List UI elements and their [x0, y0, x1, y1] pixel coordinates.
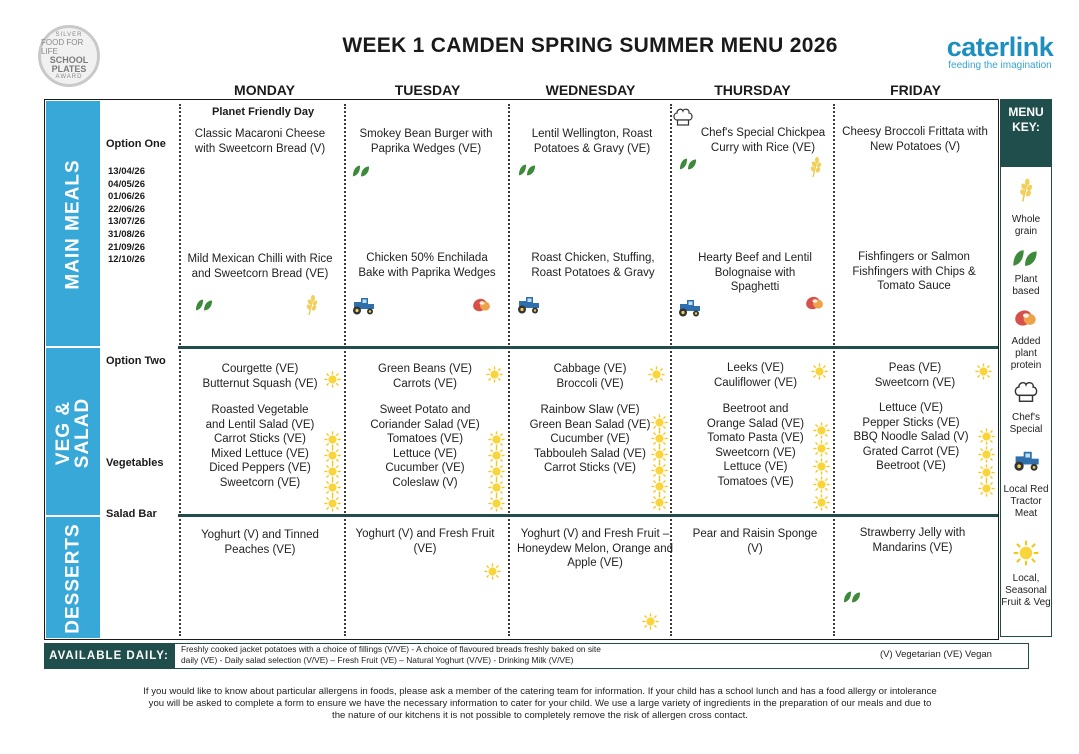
sun-icon: [651, 494, 668, 511]
vegetable-item: Cabbage (VE): [553, 363, 627, 375]
salad-item: Grated Carrot (VE): [862, 445, 960, 458]
week-date: 04/05/26: [108, 178, 145, 190]
menu-key-title: [1000, 99, 1052, 167]
bean-icon: [472, 296, 492, 314]
sun-icon: [813, 422, 830, 439]
row-label-option-two: Option Two: [106, 355, 166, 367]
day-header-monday: MONDAY: [234, 82, 295, 98]
badge-text: SCHOOL PLATES: [49, 55, 89, 74]
salad-bar-wednesday: [520, 403, 660, 476]
salad-item: Lettuce (VE): [879, 402, 943, 414]
vegetable-item: Broccoli (VE): [556, 377, 624, 390]
salad-item: Pepper Sticks (VE): [862, 416, 960, 429]
section-label: VEG & SALAD: [53, 397, 94, 469]
vegetable-item: Peas (VE): [888, 362, 942, 374]
sun-icon: [1013, 540, 1039, 566]
sun-icon: [324, 479, 341, 496]
option-two-monday: Mild Mexican Chilli with Rice and Sweetcorn Bread (VE): [187, 253, 333, 280]
badge-text: SILVER: [55, 32, 83, 38]
option-one-tuesday: Smokey Bean Burger with Paprika Wedges (VE): [359, 128, 493, 155]
vegetable-item: Carrots (VE): [393, 377, 457, 390]
leaf-icon: [843, 590, 861, 604]
day-header-wednesday: WEDNESDAY: [545, 82, 636, 98]
allergen-notice-line: the nature of our kitchens it is not possible to completely remove the risk of allergen cross contact.: [332, 710, 748, 721]
salad-bar-tuesday: [355, 403, 495, 490]
column-divider: [179, 104, 181, 636]
salad-item: Beetroot and: [722, 403, 789, 415]
sun-icon: [642, 613, 659, 630]
salad-item: Rainbow Slaw (VE): [540, 404, 640, 416]
day-header-friday: FRIDAY: [890, 82, 941, 98]
vegetable-item: Cauliflower (VE): [713, 376, 798, 389]
salad-item: Orange Salad (VE): [706, 417, 805, 430]
row-divider: [178, 346, 998, 349]
dessert-wednesday: Yoghurt (V) and Fresh Fruit – Honeydew Melon, Orange and Apple (VE): [517, 528, 673, 569]
salad-item: Mixed Lettuce (VE): [211, 447, 309, 460]
week-dates: [108, 166, 145, 267]
sun-icon: [324, 447, 341, 464]
option-one-friday: Cheesy Broccoli Frittata with New Potatoes (V): [842, 126, 988, 153]
week-date: 13/07/26: [108, 216, 145, 228]
sun-icon: [486, 366, 503, 383]
salad-item: Lettuce (VE): [723, 461, 788, 473]
sun-icon: [813, 494, 830, 511]
key-label-plant-based: Plant based: [1012, 274, 1040, 297]
caterlink-logo: [935, 34, 1065, 71]
vegetable-item: Sweetcorn (VE): [874, 376, 956, 389]
option-one-wednesday: Lentil Wellington, Roast Potatoes & Gravy (VE): [531, 128, 653, 155]
salad-item: Sweetcorn (VE): [219, 476, 301, 489]
leaf-icon: [518, 163, 536, 177]
key-label-plant-protein: Added plant protein: [1010, 336, 1042, 371]
leaf-icon: [1012, 248, 1038, 268]
badge-text: AWARD: [55, 74, 83, 80]
vegetables-friday: [845, 361, 985, 390]
vegetables-monday: [186, 362, 334, 391]
week-date: 12/10/26: [108, 254, 145, 266]
leaf-icon: [679, 157, 697, 171]
salad-item: Carrot Sticks (VE): [543, 462, 636, 474]
salad-item: Coriander Salad (VE): [370, 418, 480, 431]
key-label-seasonal: Local, Seasonal Fruit & Veg: [1001, 573, 1051, 608]
dessert-monday: Yoghurt (V) and Tinned Peaches (VE): [201, 529, 319, 556]
sun-icon: [324, 431, 341, 448]
sun-icon: [651, 462, 668, 479]
key-label-chefs-special: Chef's Special: [1009, 412, 1043, 435]
sun-icon: [813, 440, 830, 457]
row-divider: [178, 514, 998, 517]
salad-item: Sweet Potato and: [379, 404, 471, 416]
sun-icon: [811, 363, 828, 380]
sun-icon: [324, 495, 341, 512]
section-desserts: [46, 518, 100, 638]
chef-hat-icon: [1013, 381, 1039, 405]
diet-legend: (V) Vegetarian (VE) Vegan: [880, 649, 992, 660]
row-label-option-one: Option One: [106, 138, 166, 150]
sun-icon: [488, 463, 505, 480]
vegetables-wednesday: [520, 362, 660, 391]
brand-tagline: feeding the imagination: [948, 60, 1052, 71]
sun-icon: [813, 476, 830, 493]
sun-icon: [651, 414, 668, 431]
salad-item: Cucumber (VE): [385, 462, 465, 474]
salad-item: Diced Peppers (VE): [209, 462, 311, 474]
week-date: 21/09/26: [108, 241, 145, 253]
key-label-red-tractor: Local Red Tractor Meat: [1003, 484, 1049, 519]
sun-icon: [488, 447, 505, 464]
week-date: 01/06/26: [108, 191, 145, 203]
vegetables-tuesday: [355, 362, 495, 391]
allergen-notice-line: If you would like to know about particular allergens in foods, please ask a member of the catering team for information. If your child has a school lunch and has a food allergy or intolerance: [143, 686, 937, 697]
available-daily-text: [181, 644, 741, 666]
sun-icon: [488, 431, 505, 448]
menu-key-title-line: KEY:: [1012, 120, 1040, 134]
column-divider: [833, 104, 835, 636]
week-date: 22/06/26: [108, 203, 145, 215]
column-divider: [344, 104, 346, 636]
tractor-icon: [350, 297, 376, 315]
tractor-icon: [1011, 450, 1041, 472]
day-header-tuesday: TUESDAY: [394, 82, 461, 98]
salad-item: Lettuce (VE): [393, 447, 457, 460]
vegetables-thursday: [688, 361, 823, 390]
section-label: MAIN MEALS: [62, 158, 84, 290]
week-date: 13/04/26: [108, 166, 145, 177]
sun-icon: [651, 430, 668, 447]
page-title: WEEK 1 CAMDEN SPRING SUMMER MENU 2026: [342, 34, 838, 57]
option-two-thursday: Hearty Beef and Lentil Bolognaise with Spaghetti: [698, 252, 812, 293]
vegetable-item: Leeks (VE): [727, 362, 784, 374]
salad-item: Carrot Sticks (VE): [213, 433, 306, 445]
vegetable-item: Butternut Squash (VE): [202, 377, 318, 390]
option-two-tuesday: Chicken 50% Enchilada Bake with Paprika Wedges: [358, 252, 496, 279]
column-divider: [508, 104, 510, 636]
section-main-meals: [46, 101, 100, 347]
sun-icon: [975, 363, 992, 380]
day-header-thursday: THURSDAY: [714, 82, 791, 98]
row-label-vegetables: Vegetables: [106, 457, 164, 469]
option-two-friday: Fishfingers or Salmon Fishfingers with Chips & Tomato Sauce: [852, 251, 976, 292]
vegetable-item: Green Beans (VE): [378, 363, 472, 375]
chef-hat-icon: [672, 108, 694, 128]
sun-icon: [324, 371, 341, 388]
section-label: DESSERTS: [62, 522, 84, 634]
menu-key-title-line: MENU: [1008, 105, 1044, 119]
key-label-whole-grain: Whole grain: [1011, 214, 1041, 237]
sun-icon: [488, 479, 505, 496]
leaf-icon: [352, 164, 370, 178]
option-two-wednesday: Roast Chicken, Stuffing, Roast Potatoes & Gravy: [531, 252, 655, 279]
salad-item: Tabbouleh Salad (VE): [534, 447, 646, 460]
allergen-notice: [40, 686, 1040, 722]
sun-icon: [978, 464, 995, 481]
allergen-notice-line: you will be asked to complete a form to ensure we have the necessary information to cater for your child. We use a large variety of ingredients in the preparation of our meals and due to: [148, 698, 932, 709]
section-veg-salad: [46, 350, 100, 516]
available-daily-label: AVAILABLE DAILY:: [44, 643, 174, 669]
sun-icon: [978, 428, 995, 445]
salad-item: Roasted Vegetable: [211, 404, 309, 416]
salad-item: Coleslaw (V): [392, 476, 458, 489]
available-daily-line: daily (VE) - Daily salad selection (V/VE) – Fresh Fruit (VE) – Natural Yoghurt (V/VE) - Drinking Milk (V/VE): [181, 655, 574, 665]
wheat-icon: [1017, 176, 1033, 204]
vegetable-item: Courgette (VE): [221, 363, 299, 375]
tractor-icon: [676, 299, 702, 317]
dessert-thursday: Pear and Raisin Sponge (V): [692, 528, 818, 555]
planet-friendly-label: Planet Friendly Day: [212, 106, 315, 118]
brand-name: caterlink: [946, 32, 1054, 62]
salad-bar-friday: [845, 401, 977, 474]
school-plates-badge: [38, 25, 100, 87]
available-daily-line: Freshly cooked jacket potatoes with a choice of fillings (V/VE) - A choice of flavoured breads freshly baked on site: [181, 644, 601, 654]
tractor-icon: [515, 296, 541, 314]
salad-bar-monday: [186, 403, 334, 490]
leaf-icon: [195, 298, 213, 312]
sun-icon: [324, 463, 341, 480]
wheat-icon: [304, 294, 318, 316]
row-label-salad-bar: Salad Bar: [106, 508, 157, 520]
salad-item: BBQ Noodle Salad (V): [853, 431, 969, 443]
sun-icon: [978, 446, 995, 463]
option-one-thursday: Chef's Special Chickpea Curry with Rice (VE): [700, 127, 826, 154]
sun-icon: [488, 495, 505, 512]
salad-bar-thursday: [688, 402, 823, 489]
sun-icon: [484, 563, 501, 580]
salad-item: Sweetcorn (VE): [715, 446, 796, 459]
salad-item: Tomatoes (VE): [386, 433, 464, 445]
bean-icon: [1013, 307, 1039, 329]
salad-item: Green Bean Salad (VE): [529, 418, 651, 431]
week-date: 31/08/26: [108, 228, 145, 240]
salad-item: Beetroot (VE): [876, 460, 946, 472]
sun-icon: [978, 480, 995, 497]
salad-item: and Lentil Salad (VE): [205, 418, 315, 431]
salad-item: Tomatoes (VE): [717, 475, 794, 488]
bean-icon: [805, 294, 825, 312]
sun-icon: [648, 366, 665, 383]
salad-item: Tomato Pasta (VE): [707, 432, 804, 444]
wheat-icon: [808, 156, 822, 178]
option-one-monday: Classic Macaroni Cheese with Sweetcorn Bread (V): [194, 128, 326, 155]
sun-icon: [651, 478, 668, 495]
badge-text: FOOD FOR LIFE: [41, 38, 84, 56]
sun-icon: [651, 446, 668, 463]
dessert-tuesday: Yoghurt (V) and Fresh Fruit (VE): [355, 528, 495, 555]
sun-icon: [813, 458, 830, 475]
salad-item: Cucumber (VE): [550, 433, 630, 445]
dessert-friday: Strawberry Jelly with Mandarins (VE): [859, 527, 966, 554]
